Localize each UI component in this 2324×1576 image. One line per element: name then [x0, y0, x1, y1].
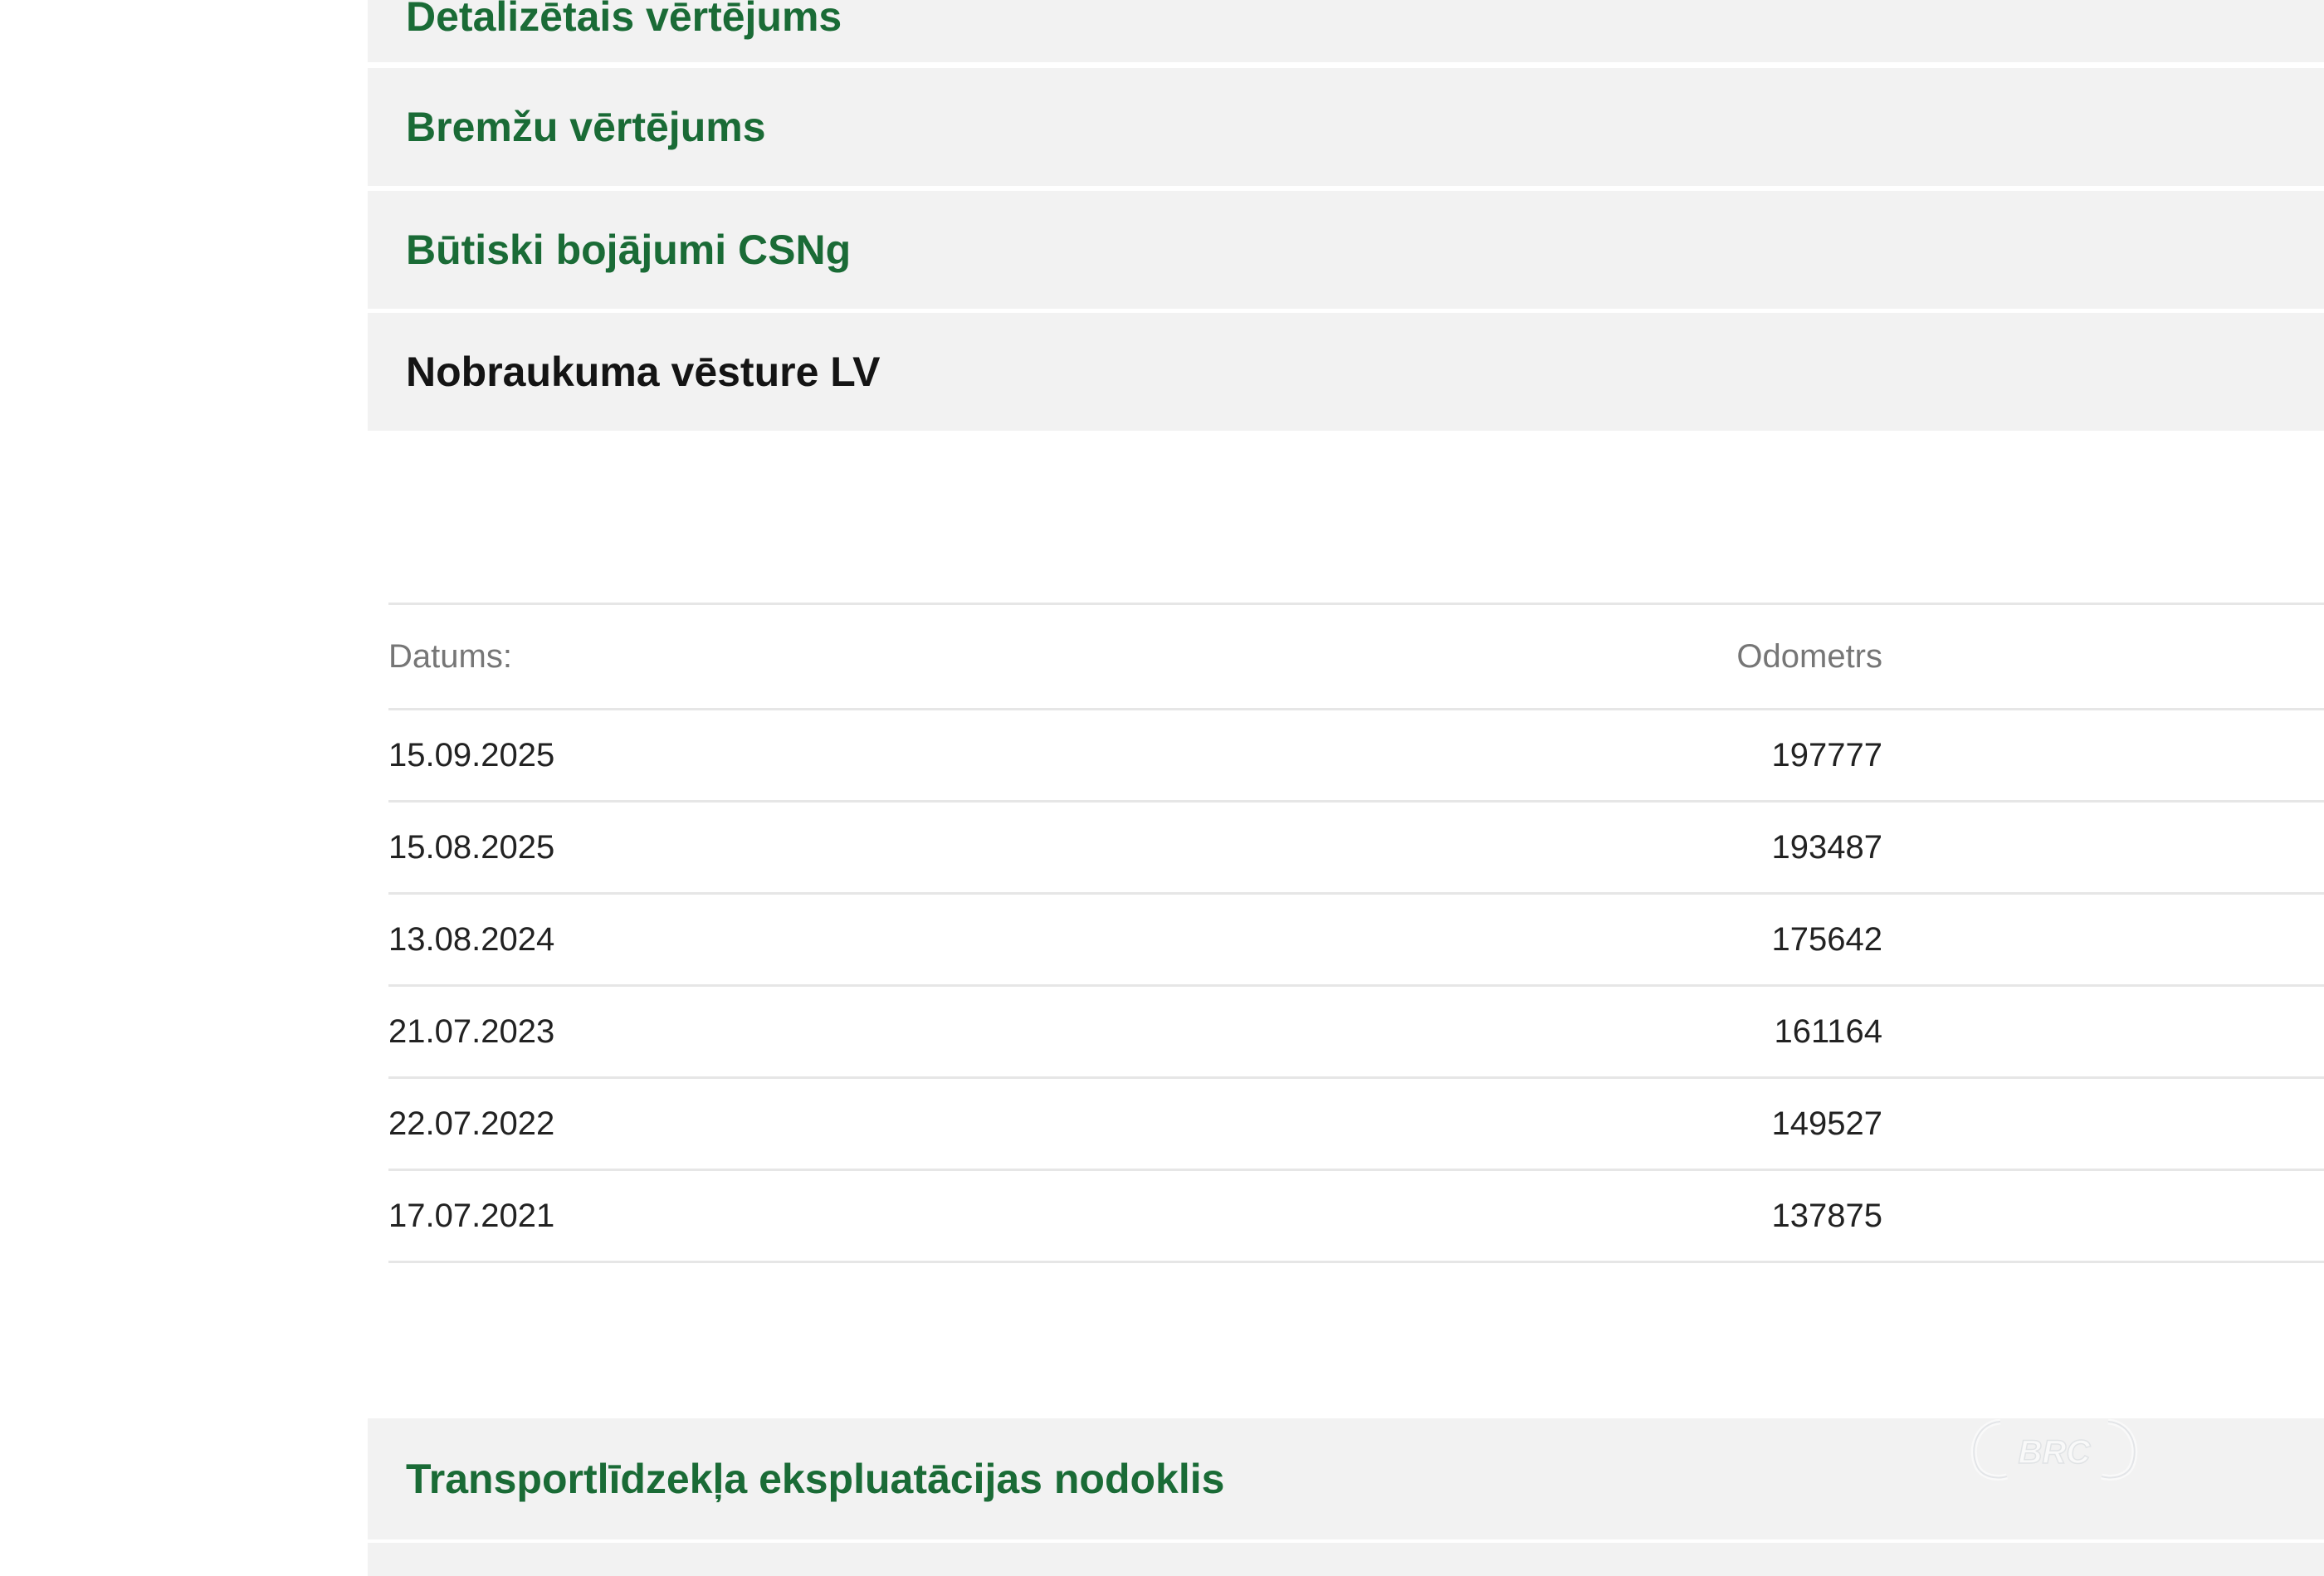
- watermark-text: BRC: [2018, 1434, 2091, 1471]
- accordion-title: Nobraukuma vēsture LV: [406, 349, 881, 395]
- odometer-cell: 197777: [1771, 736, 1882, 773]
- date-column-header: Datums:: [388, 637, 512, 675]
- empty-cell: [1882, 1078, 2324, 1170]
- odometer-cell: 175642: [1771, 920, 1882, 958]
- empty-cell: [1882, 710, 2324, 802]
- date-cell: 17.07.2021: [388, 1197, 555, 1234]
- date-cell: 13.08.2024: [388, 920, 555, 958]
- accordion-item-detailed-assessment[interactable]: [368, 0, 2324, 62]
- table-row: [388, 710, 2324, 802]
- date-cell: 21.07.2023: [388, 1012, 555, 1050]
- empty-cell: [1882, 1170, 2324, 1262]
- brc-logo-icon: [1967, 1415, 2141, 1483]
- table-row: [388, 1078, 2324, 1170]
- odometer-cell: 149527: [1771, 1105, 1882, 1142]
- date-cell: 15.09.2025: [388, 736, 555, 773]
- empty-cell: [1882, 986, 2324, 1078]
- table-row: [388, 986, 2324, 1078]
- empty-column-header: [1882, 604, 2324, 710]
- odometer-cell: 161164: [1774, 1012, 1882, 1050]
- mileage-history-table: [388, 603, 2324, 1263]
- table-row: [388, 1170, 2324, 1262]
- table-row: [388, 894, 2324, 986]
- table-header-row: [388, 604, 2324, 710]
- table-row: [388, 802, 2324, 894]
- odometer-cell: 137875: [1771, 1197, 1882, 1234]
- accordion-title: Transportlīdzekļa ekspluatācijas nodoklis: [406, 1456, 1225, 1502]
- accordion-title: Būtiski bojājumi CSNg: [406, 227, 852, 273]
- odometer-column-header: Odometrs: [1736, 637, 1882, 675]
- empty-cell: [1882, 802, 2324, 894]
- accordion-title: Detalizētais vērtējums: [406, 0, 842, 40]
- accordion-title: Bremžu vērtējums: [406, 104, 766, 150]
- date-cell: 15.08.2025: [388, 828, 555, 866]
- accordion-item-brake-assessment[interactable]: [368, 68, 2324, 186]
- accordion-item-significant-damage[interactable]: [368, 191, 2324, 309]
- accordion-item-mileage-history[interactable]: [368, 313, 2324, 431]
- accordion-item-next[interactable]: [368, 1543, 2324, 1576]
- odometer-cell: 193487: [1771, 828, 1882, 866]
- empty-cell: [1882, 894, 2324, 986]
- date-cell: 22.07.2022: [388, 1105, 555, 1142]
